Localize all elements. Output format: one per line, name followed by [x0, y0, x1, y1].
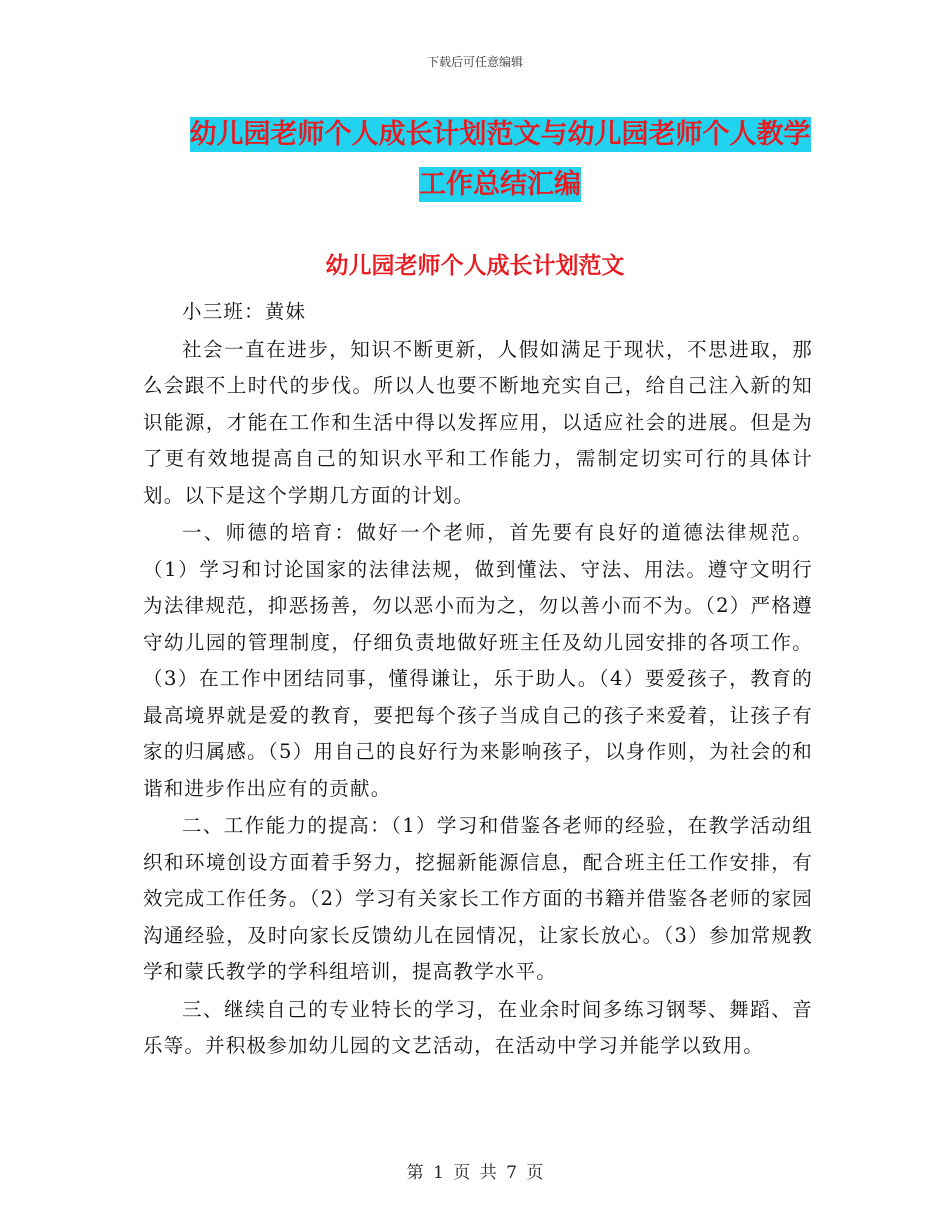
paragraph-intro: 社会一直在进步，知识不断更新，人假如满足于现状，不思进取，那么会跟不上时代的步伐。所以人也要不断地充实自己，给自己注入新的知识能源，才能在工作和生活中得以发挥应用，以适应社会的进展。但是为了更有效地提高自己的知识水平和工作能力，需制定切实可行的具体计划。以下是这个学期几方面的计划。: [143, 337, 813, 507]
document-title-line-2: 工作总结汇编: [419, 169, 581, 200]
paragraph-ability: 二、工作能力的提高：（1）学习和借鉴各老师的经验，在教学活动组织和环境创设方面着手努力，挖掘新能源信息，配合班主任工作安排，有效完成工作任务。（2）学习有关家长工作方面的书籍并借鉴各老师的家园沟通经验，及时向家长反馈幼儿在园情况，让家长放心。（3）参加常规教学和蒙氏教学的学科组培训，提高教学水平。: [143, 814, 813, 983]
document-body: [143, 294, 813, 1066]
section-title: 幼儿园老师个人成长计划范文: [325, 253, 625, 279]
paragraph-ethics: 一、师德的培育：做好一个老师，首先要有良好的道德法律规范。（1）学习和讨论国家的法律法规，做到懂法、守法、用法。遵守文明行为法律规范，抑恶扬善，勿以恶小而为之，勿以善小而不为。（2）严格遵守幼儿园的管理制度，仔细负责地做好班主任及幼儿园安排的各项工作。（3）在工作中团结同事，懂得谦让，乐于助人。（4）要爱孩子，教育的最高境界就是爱的教育，要把每个孩子当成自己的孩子来爱着，让孩子有家的归属感。（5）用自己的良好行为来影响孩子，以身作则，为社会的和谐和进步作出应有的贡献。: [143, 521, 813, 800]
author-line: 小三班：黄妹: [182, 300, 307, 323]
document-title-line-1: 幼儿园老师个人成长计划范文与幼儿园老师个人教学: [189, 119, 811, 150]
document-title: [140, 110, 860, 210]
page-footer: 第 1 页 共 7 页: [406, 1163, 544, 1183]
header-note: 下载后可任意编辑: [426, 55, 523, 69]
paragraph-specialty: 三、继续自己的专业特长的学习，在业余时间多练习钢琴、舞蹈、音乐等。并积极参加幼儿园的文艺活动，在活动中学习并能学以致用。: [143, 997, 813, 1057]
